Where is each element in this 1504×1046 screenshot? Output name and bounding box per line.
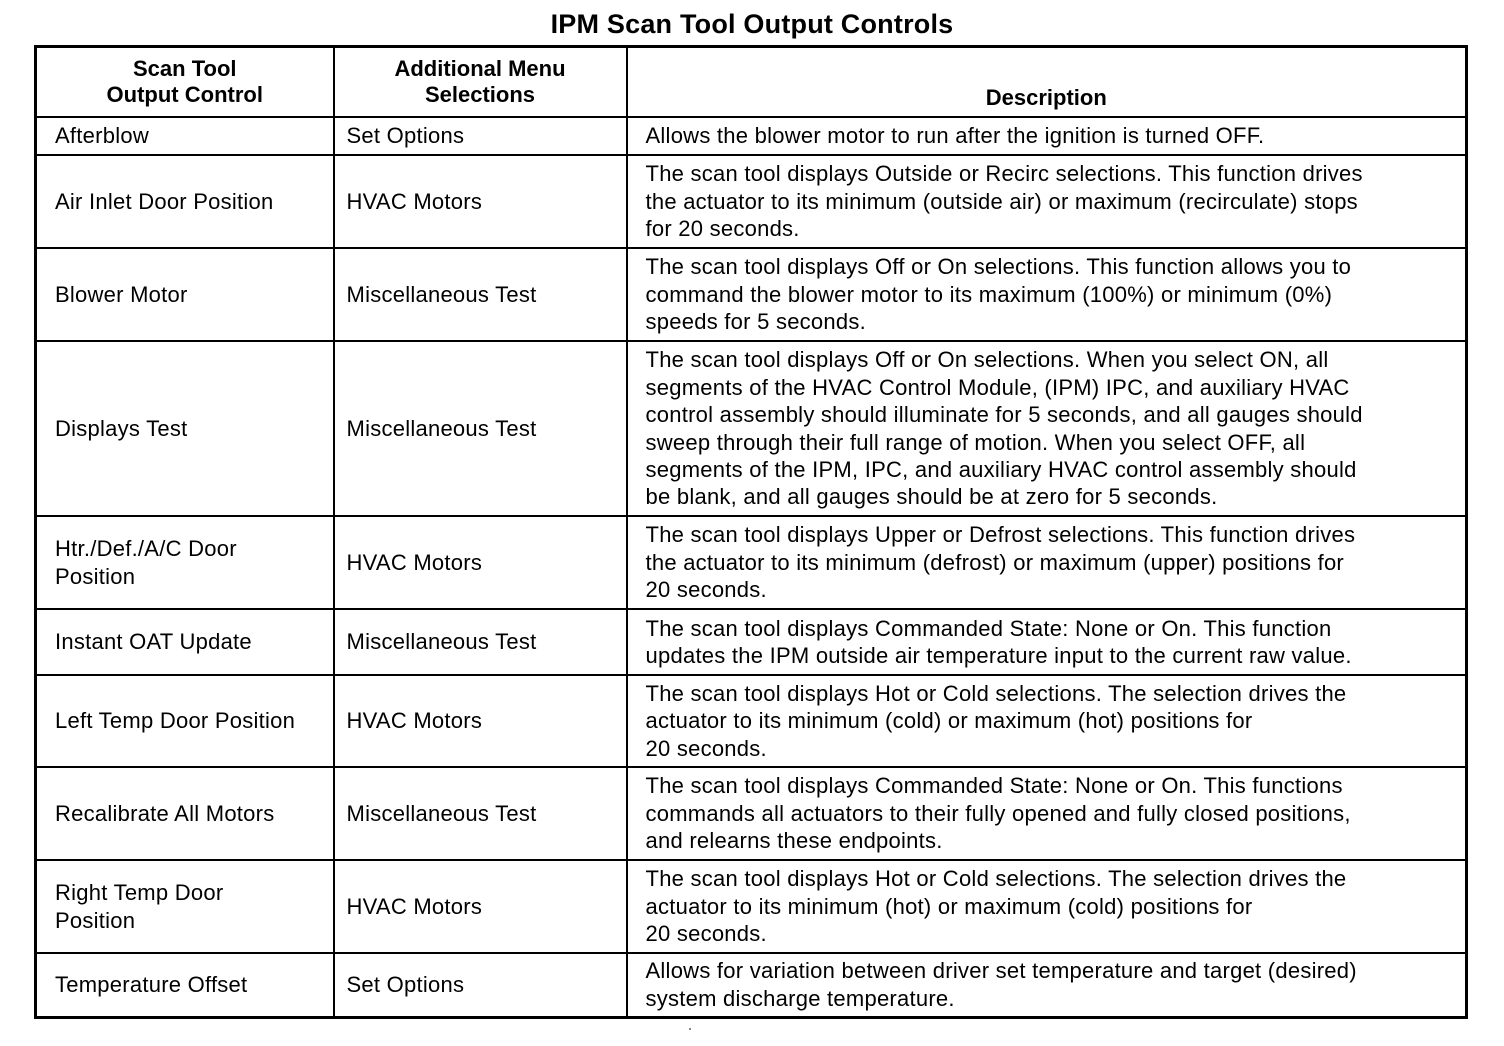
table-row — [36, 155, 1467, 248]
menu-selection-cell: Miscellaneous Test — [334, 767, 627, 860]
output-control-cell — [36, 860, 334, 953]
description-line: 20 seconds. — [645, 735, 767, 761]
header-additional-menu-selections — [334, 47, 627, 118]
description-line: 20 seconds. — [645, 577, 767, 603]
description-cell — [627, 860, 1467, 953]
description-cell — [627, 341, 1467, 516]
description-line: actuator to its minimum (hot) or maximum (cold) positions for — [645, 893, 1253, 919]
header-line: Selections — [424, 82, 536, 107]
table-row — [36, 341, 1467, 516]
table-row — [36, 516, 1467, 609]
output-control-line: Air Inlet Door Position — [55, 188, 274, 214]
output-controls-table — [34, 45, 1468, 1019]
description-cell — [627, 516, 1467, 609]
output-control-line: Position — [55, 907, 136, 933]
description-line: The scan tool displays Hot or Cold selections. The selection drives the — [645, 866, 1347, 892]
description-cell — [627, 609, 1467, 675]
menu-selection-cell: Miscellaneous Test — [334, 341, 627, 516]
description-line: commands all actuators to their fully opened and fully closed positions, — [645, 800, 1351, 826]
output-control-cell — [36, 341, 334, 516]
output-control-cell — [36, 516, 334, 609]
table-row — [36, 953, 1467, 1017]
description-line: command the blower motor to its maximum (100%) or minimum (0%) — [645, 281, 1333, 307]
description-line: Allows the blower motor to run after the ignition is turned OFF. — [645, 123, 1265, 149]
output-control-line: Blower Motor — [55, 281, 188, 307]
menu-selection-cell: HVAC Motors — [334, 516, 627, 609]
menu-selection-cell: HVAC Motors — [334, 155, 627, 248]
output-control-line: Recalibrate All Motors — [55, 800, 275, 826]
header-line: Output Control — [106, 82, 263, 107]
output-control-cell — [36, 609, 334, 675]
description-cell — [627, 117, 1467, 155]
menu-selection-cell: Miscellaneous Test — [334, 248, 627, 341]
output-control-line: Afterblow — [55, 123, 149, 149]
menu-selection-cell: Set Options — [334, 953, 627, 1017]
output-control-cell — [36, 155, 334, 248]
description-cell — [627, 155, 1467, 248]
description-line: The scan tool displays Hot or Cold selections. The selection drives the — [645, 680, 1347, 706]
header-scan-tool-output-control — [36, 47, 334, 118]
description-line: The scan tool displays Off or On selections. This function allows you to — [645, 254, 1352, 280]
page-title: IPM Scan Tool Output Controls — [550, 9, 954, 39]
table-row — [36, 767, 1467, 860]
description-line: the actuator to its minimum (outside air) or maximum (recirculate) stops — [645, 188, 1358, 214]
output-control-line: Right Temp Door — [55, 880, 224, 906]
description-line: Allows for variation between driver set temperature and target (desired) — [645, 958, 1357, 984]
description-line: segments of the IPM, IPC, and auxiliary HVAC control assembly should — [645, 456, 1357, 482]
description-line: and relearns these endpoints. — [645, 828, 943, 854]
description-line: The scan tool displays Outside or Recirc selections. This function drives — [645, 161, 1363, 187]
output-control-line: Temperature Offset — [55, 972, 248, 998]
output-control-line: Displays Test — [55, 415, 188, 441]
description-line: 20 seconds. — [645, 921, 767, 947]
description-cell — [627, 767, 1467, 860]
description-line: actuator to its minimum (cold) or maximum (hot) positions for — [645, 708, 1253, 734]
description-line: updates the IPM outside air temperature input to the current raw value. — [645, 643, 1352, 668]
description-line: sweep through their full range of motion. When you select OFF, all — [645, 429, 1306, 455]
description-line: for 20 seconds. — [645, 216, 800, 242]
menu-selection-cell: HVAC Motors — [334, 675, 627, 767]
description-line: system discharge temperature. — [645, 985, 955, 1011]
scan-speck — [689, 1028, 691, 1030]
header-line: Additional Menu — [394, 56, 566, 81]
output-control-cell — [36, 767, 334, 860]
description-cell — [627, 248, 1467, 341]
description-line: The scan tool displays Commanded State: None or On. This functions — [645, 773, 1343, 799]
table-row — [36, 860, 1467, 953]
description-line: speeds for 5 seconds. — [645, 309, 866, 335]
description-line: the actuator to its minimum (defrost) or maximum (upper) positions for — [645, 549, 1345, 575]
output-control-line: Position — [55, 563, 136, 589]
description-cell — [627, 675, 1467, 767]
output-control-line: Left Temp Door Position — [55, 708, 296, 734]
output-control-cell — [36, 117, 334, 155]
menu-selection-cell: HVAC Motors — [334, 860, 627, 953]
output-control-line: Instant OAT Update — [55, 629, 252, 655]
menu-selection-cell: Miscellaneous Test — [334, 609, 627, 675]
table-row — [36, 609, 1467, 675]
description-line: The scan tool displays Upper or Defrost selections. This function drives — [645, 522, 1356, 548]
description-line: control assembly should illuminate for 5 seconds, and all gauges should — [645, 402, 1363, 428]
header-description: Description — [627, 47, 1467, 118]
table-body — [36, 117, 1467, 1017]
output-control-cell — [36, 248, 334, 341]
table-row — [36, 675, 1467, 767]
description-line: be blank, and all gauges should be at zero for 5 seconds. — [645, 484, 1218, 510]
menu-selection-cell: Set Options — [334, 117, 627, 155]
output-control-cell — [36, 953, 334, 1017]
description-line: The scan tool displays Off or On selections. When you select ON, all — [645, 347, 1329, 373]
header-row — [36, 47, 1467, 118]
description-line: segments of the HVAC Control Module, (IPM) IPC, and auxiliary HVAC — [645, 374, 1350, 400]
description-cell — [627, 953, 1467, 1017]
output-control-line: Htr./Def./A/C Door — [55, 536, 237, 562]
output-control-cell — [36, 675, 334, 767]
header-line: Scan Tool — [133, 56, 237, 81]
description-line: The scan tool displays Commanded State: None or On. This function — [645, 615, 1332, 641]
table-row — [36, 248, 1467, 341]
table-row — [36, 117, 1467, 155]
